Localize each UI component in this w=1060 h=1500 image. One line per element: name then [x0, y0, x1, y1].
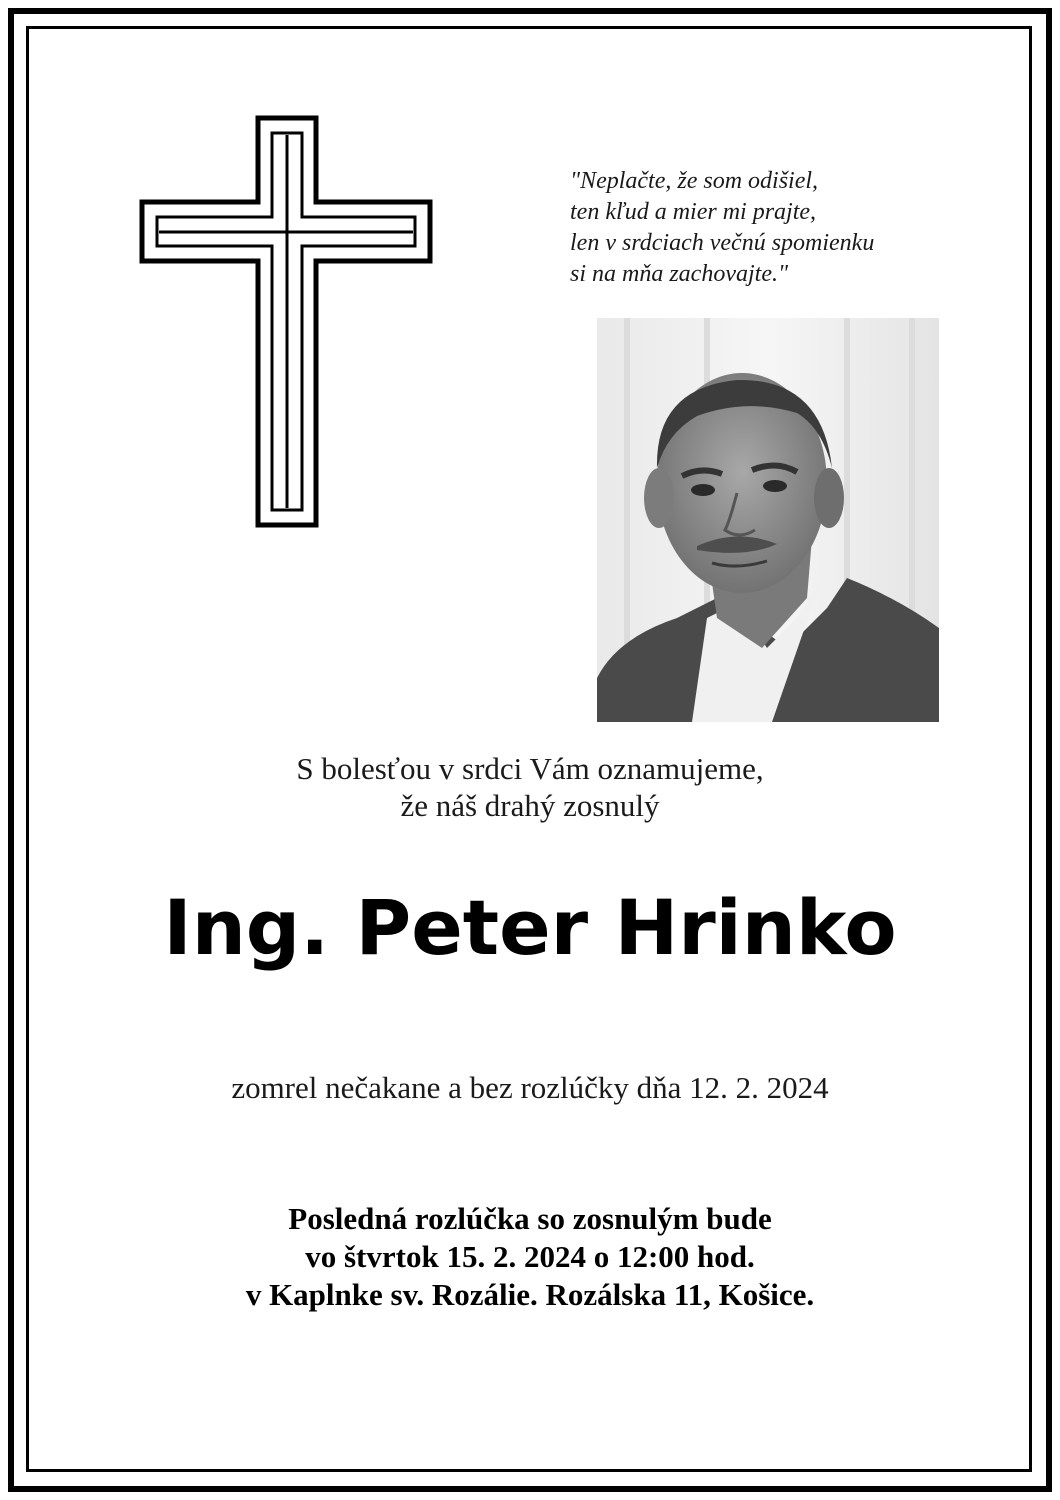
death-notice: zomrel nečakane a bez rozlúčky dňa 12. 2. 2024 — [231, 1070, 829, 1105]
quote-line: si na mňa zachovajte." — [570, 261, 789, 287]
announcement-line: S bolesťou v srdci Vám oznamujeme, — [296, 751, 764, 786]
announcement-line: že náš drahý zosnulý — [400, 788, 660, 823]
deceased-name: Ing. Peter Hrinko — [163, 883, 897, 972]
quote-line: len v srdciach večnú spomienku — [570, 230, 875, 256]
memorial-quote — [570, 166, 990, 290]
portrait-photo — [597, 318, 939, 722]
funeral-line: vo štvrtok 15. 2. 2024 o 12:00 hod. — [305, 1239, 755, 1274]
funeral-line: v Kaplnke sv. Rozálie. Rozálska 11, Košice. — [245, 1277, 815, 1312]
announcement-text — [0, 750, 1060, 824]
funeral-line: Posledná rozlúčka so zosnulým bude — [288, 1201, 772, 1236]
quote-line: "Neplačte, že som odišiel, — [570, 168, 819, 194]
funeral-details — [0, 1200, 1060, 1314]
cross-icon — [139, 115, 435, 528]
quote-line: ten kľud a mier mi prajte, — [570, 199, 817, 225]
